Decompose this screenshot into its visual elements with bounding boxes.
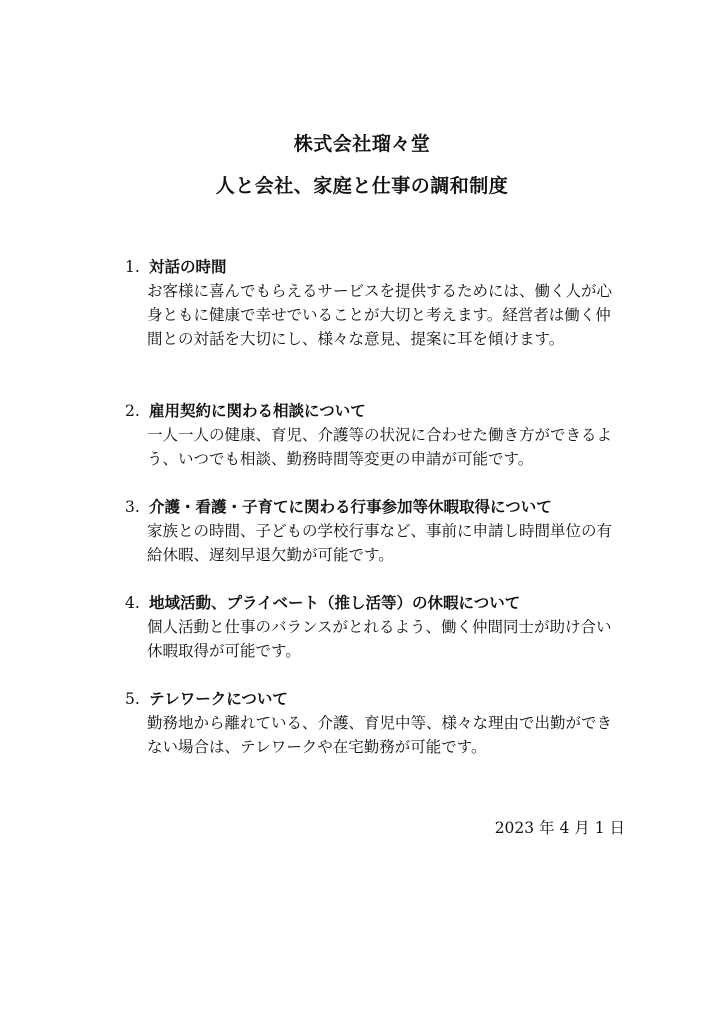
section-number: 4. (125, 594, 140, 612)
section-number: 2. (125, 402, 140, 420)
section-title: テレワークについて (149, 690, 288, 708)
section-heading (125, 687, 625, 711)
section-number: 5. (125, 690, 140, 708)
section-number: 3. (125, 498, 140, 516)
company-name: 株式会社瑠々堂 (293, 133, 431, 155)
section-3 (125, 495, 625, 567)
section-title: 雇用契約に関わる相談について (149, 402, 366, 420)
section-body: 個人活動と仕事のバランスがとれるよう、働く仲間同士が助け合い休暇取得が可能です。 (147, 618, 612, 660)
section-heading (125, 255, 625, 279)
section-4 (125, 591, 625, 663)
section-heading (125, 591, 625, 615)
section-heading (125, 495, 625, 519)
section-1 (125, 255, 625, 351)
section-5 (125, 687, 625, 759)
section-body: 家族との時間、子どもの学校行事など、事前に申請し時間単位の有給休暇、遅刻早退欠勤が可能です。 (147, 522, 613, 564)
section-body: 勤務地から離れている、介護、育児中等、様々な理由で出勤ができない場合は、テレワークや在宅勤務が可能です。 (147, 714, 613, 756)
section-number: 1. (125, 258, 140, 276)
section-body: 一人一人の健康、育児、介護等の状況に合わせた働き方ができるよう、いつでも相談、勤務時間等変更の申請が可能です。 (147, 426, 613, 468)
section-title: 対話の時間 (149, 258, 227, 276)
section-2 (125, 399, 625, 471)
section-title: 介護・看護・子育てに関わる行事参加等休暇取得について (149, 498, 552, 516)
section-heading (125, 399, 625, 423)
issue-date: 2023 年 4 月 1 日 (494, 819, 625, 837)
document-title: 人と会社、家庭と仕事の調和制度 (215, 175, 509, 197)
section-title: 地域活動、プライベート（推し活等）の休暇について (149, 594, 521, 612)
section-body: お客様に喜んでもらえるサービスを提供するためには、働く人が心身ともに健康で幸せでいることが大切と考えます。経営者は働く仲間との対話を大切にし、様々な意見、提案に耳を傾けます。 (147, 282, 613, 348)
